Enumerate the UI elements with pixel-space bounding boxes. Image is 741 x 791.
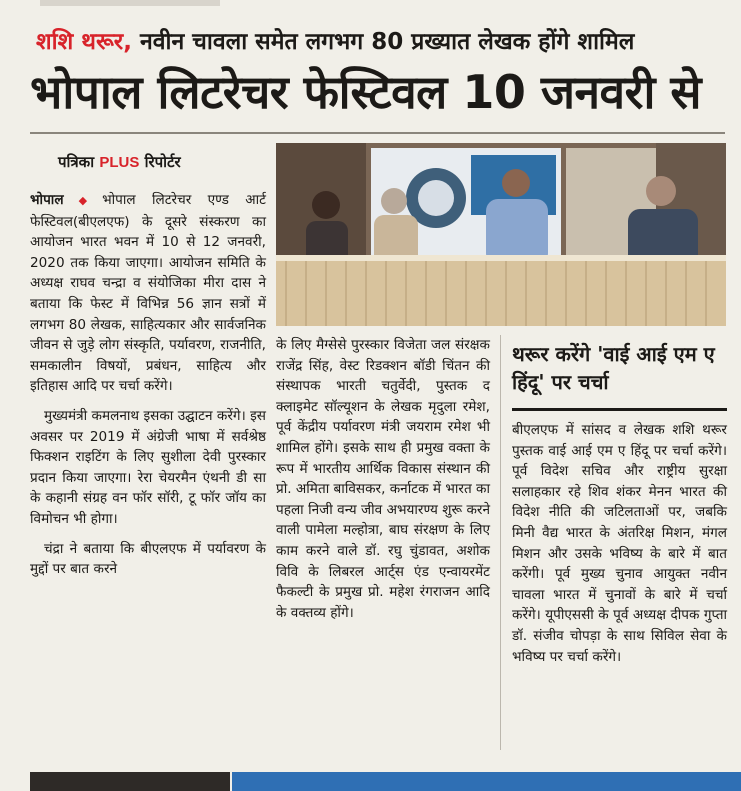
article-paragraph: मुख्यमंत्री कमलनाथ इसका उद्घाटन करेंगे। इस अवसर पर 2019 में अंग्रेजी भाषा में सर्वश्रेष्ठ फिक्शन राइटिंग के लिए सुशीला देवी पुरस्कार प्रदान किया जाएगा। रेरा चेयरमैन एंथनी डी सा के कहानी संग्रह वन फॉर सॉरी, टू फॉर जॉय का विमोचन भी होगा। (30, 407, 266, 527)
article-column-1 (30, 190, 266, 589)
kicker-rest: नवीन चावला समेत लगभग 80 प्रख्यात लेखक होंगे शामिल (131, 29, 635, 55)
sidebar-column (512, 420, 727, 676)
paragraph-text: भोपाल लिटरेचर एण्ड आर्ट फेस्टिवल(बीएलएफ) के दूसरे संस्करण का आयोजन भारत भवन में 10 से 12 जनवरी, 2020 तक किया जाएगा। आयोजन समिति के अध्यक्ष राघव चन्द्रा व संयोजिका मीरा दास ने बताया कि फेस्ट में विभिन्न 56 ज्ञान सत्रों में लगभग 80 लेखक, साहित्यकार और सार्वजनिक जीवन से जुड़े लोग संस्कृति, पर्यावरण, राजनीति, समकालीन विषयों, प्रबंधन, साहित्य और इतिहास आदि पर चर्चा करेंगे। (30, 192, 266, 395)
sidebar-heading: थरूर करेंगे 'वाई आई एम ए हिंदू' पर चर्चा (512, 342, 715, 394)
byline-suffix: रिपोर्टर (139, 153, 181, 171)
article-paragraph: के लिए मैग्सेसे पुरस्कार विजेता जल संरक्षक राजेंद्र सिंह, वेस्ट रिडक्शन बॉडी चिंतन की संस्थापक भारती चतुर्वेदी, पुस्तक द क्लाइमेट सॉल्यूशन के लेखक मृदुला रमेश, पूर्व केंद्रीय पर्यावरण मंत्री जयराम रमेश भी शामिल होंगे। इसके साथ ही प्रमुख वक्ता के रूप में भारतीय आर्थिक विकास संस्थान की प्रो. अमिता बाविसकर, कर्नाटक में भारत का पहला निजी वन्य जीव अभयारण्य शुरू करने वाली पामेला मल्होत्रा, बाघ संरक्षण के लिए काम करने वाले डॉ. रघु चुंडावत, अशोक विवि के लिबरल आर्ट्स एंड एन्वायरमेंट फैकल्टी के प्रमुख प्रो. महेश रंगराजन आदि के वक्तव्य होंगे। (276, 337, 490, 621)
column-divider (500, 335, 501, 750)
article-paragraph: चंद्रा ने बताया कि बीएलएफ में पर्यावरण के मुद्दों पर बात करने (30, 540, 266, 578)
top-strip (40, 0, 220, 6)
sidebar-rule (512, 408, 727, 411)
article-paragraph (30, 190, 266, 397)
byline-prefix: पत्रिका (58, 153, 95, 171)
diamond-icon: ◆ (66, 194, 100, 207)
article-column-2 (276, 335, 490, 632)
byline (58, 152, 181, 172)
event-photo (276, 143, 726, 326)
bottom-band-blue (232, 772, 741, 791)
sidebar-paragraph: बीएलएफ में सांसद व लेखक शशि थरूर पुस्तक वाई आई एम ए हिंदू पर चर्चा करेंगे। पूर्व विदेश सचिव और राष्ट्रीय सुरक्षा सलाहकार रहे शिव शंकर मेनन भारत की विदेश नीति की जटिलताओं पर, जबकि मिनी वैद्य भारत के अंतरिक्ष मिशन, मंगल मिशन और उसके भविष्य के बारे में बात करेंगी। पूर्व मुख्य चुनाव आयुक्त नवीन चावला भारत में चुनावों के बारे में चर्चा करेंगे। यूपीएससी के पूर्व अध्यक्ष दीपक गुप्ता डॉ. संजीव चोपड़ा के साथ सिविल सेवा के भविष्य पर चर्चा करेंगे। (512, 422, 727, 665)
kicker (36, 24, 736, 56)
headline-divider (30, 132, 725, 134)
headline: भोपाल लिटरेचर फेस्टिवल 10 जनवरी से (30, 65, 701, 119)
press-conference-image (276, 143, 726, 326)
kicker-highlight: शशि थरूर, (36, 29, 132, 55)
bottom-band-dark (30, 772, 230, 791)
byline-plus: PLUS (99, 154, 140, 171)
dateline: भोपाल (30, 192, 64, 208)
